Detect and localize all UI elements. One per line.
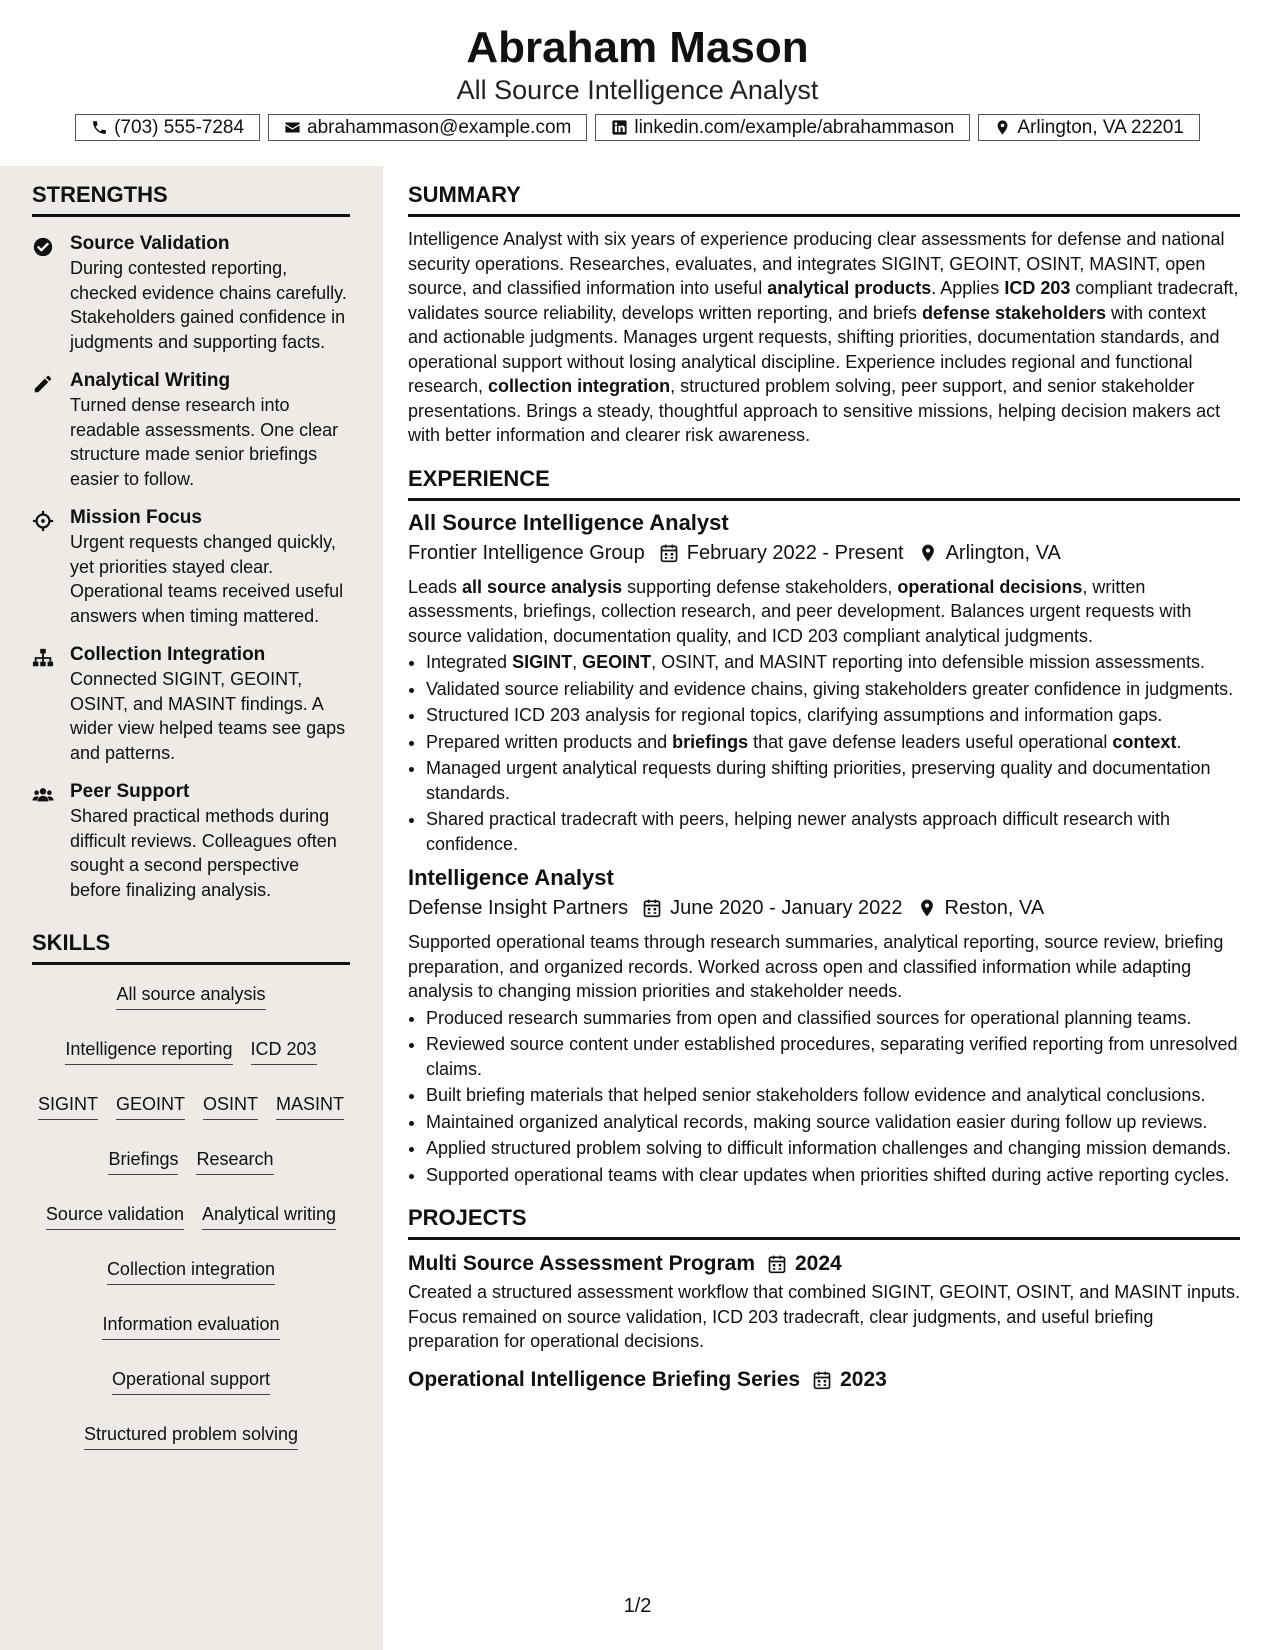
list-item: • Shared practical tradecraft with peers, helping newer analysts approach difficult research with confidence.	[426, 807, 1240, 856]
contact-location-text: Arlington, VA 22201	[1017, 117, 1184, 138]
strength-title: Source Validation	[70, 233, 230, 254]
list-item: • Built briefing materials that helped senior stakeholders follow evidence and analytical conclusions.	[426, 1083, 1240, 1108]
contact-linkedin-text: linkedin.com/example/abrahammason	[634, 117, 955, 138]
contact-bar	[0, 114, 1275, 141]
contact-linkedin[interactable]	[595, 114, 970, 141]
skill-tag: Research	[196, 1146, 273, 1175]
skill-tag: Structured problem solving	[84, 1421, 298, 1450]
job-bullets	[408, 1006, 1240, 1188]
map-pin-icon	[918, 543, 938, 563]
job-description: Supported operational teams through research summaries, analytical reporting, source review, briefing preparation, and organized records. Worked across open and classified information while adapting analysis to changing mission priorities and stakeholder needs.	[408, 932, 1224, 1001]
candidate-name: Abraham Mason	[466, 23, 809, 72]
strength-item	[32, 505, 350, 628]
strength-title: Analytical Writing	[70, 370, 231, 391]
skill-tag: Analytical writing	[202, 1201, 336, 1230]
strength-desc: Shared practical methods during difficult reviews. Colleagues often sought a second perspective before finalizing analysis.	[70, 806, 337, 900]
contact-phone-text: (703) 555-7284	[114, 117, 245, 138]
strength-title: Peer Support	[70, 781, 190, 802]
job-meta	[408, 539, 1240, 567]
skill-tag: MASINT	[276, 1091, 344, 1120]
strength-desc: Urgent requests changed quickly, yet priorities stayed clear. Operational teams received useful answers when timing mattered.	[70, 532, 344, 626]
calendar-icon	[642, 898, 662, 918]
list-item: • Prepared written products and briefings that gave defense leaders useful operational context.	[426, 730, 1240, 755]
job-bullets	[408, 650, 1240, 856]
job-title: All Source Intelligence Analyst	[408, 509, 729, 535]
project-year: 2023	[840, 1367, 887, 1391]
check-circle-icon	[32, 236, 54, 258]
strengths-heading: STRENGTHS	[32, 182, 350, 217]
strength-desc: Connected SIGINT, GEOINT, OSINT, and MASINT findings. A wider view helped teams see gaps and patterns.	[70, 669, 346, 763]
envelope-icon	[284, 119, 301, 136]
summary-heading: SUMMARY	[408, 182, 1240, 217]
candidate-title: All Source Intelligence Analyst	[456, 75, 819, 105]
map-pin-icon	[917, 898, 937, 918]
list-item: • Integrated SIGINT, GEOINT, OSINT, and MASINT reporting into defensible mission assessments.	[426, 650, 1240, 675]
job-title: Intelligence Analyst	[408, 865, 614, 890]
skill-tag: Briefings	[108, 1146, 178, 1175]
job-meta	[408, 894, 1240, 922]
job-entry	[408, 509, 1240, 857]
skills-heading: SKILLS	[32, 930, 350, 965]
list-item: • Applied structured problem solving to difficult information challenges and changing mission demands.	[426, 1136, 1240, 1161]
page-number: 1/2	[623, 1595, 652, 1617]
strength-item	[32, 642, 350, 765]
skill-tag: Source validation	[46, 1201, 184, 1230]
job-company: Frontier Intelligence Group	[408, 541, 645, 564]
calendar-icon	[659, 543, 679, 563]
job-location: Arlington, VA	[945, 541, 1061, 564]
phone-icon	[91, 119, 108, 136]
skills-list	[32, 981, 350, 1450]
contact-email-text: abrahammason@example.com	[307, 117, 572, 138]
skill-tag: OSINT	[203, 1091, 258, 1120]
list-item: • Produced research summaries from open and classified sources for operational planning teams.	[426, 1006, 1240, 1031]
skill-tag: Operational support	[112, 1366, 270, 1395]
strength-item	[32, 779, 350, 902]
resume-header	[0, 0, 1275, 166]
project-title-row	[408, 1366, 1240, 1394]
calendar-icon	[812, 1370, 832, 1390]
map-pin-icon	[994, 119, 1011, 136]
job-dates: June 2020 - January 2022	[670, 897, 903, 919]
linkedin-icon	[611, 119, 628, 136]
project-title: Operational Intelligence Briefing Series	[408, 1367, 801, 1391]
list-item: • Maintained organized analytical records, making source validation easier during follow up reviews.	[426, 1110, 1240, 1135]
skill-tag: SIGINT	[38, 1091, 98, 1120]
skill-tag: GEOINT	[116, 1091, 185, 1120]
experience-heading: EXPERIENCE	[408, 466, 1240, 501]
project-description: Created a structured assessment workflow that combined SIGINT, GEOINT, OSINT, and MASINT inputs. Focus remained on source validation, ICD 203 tradecraft, clear judgments, and useful briefing preparation for operational decisions.	[408, 1282, 1240, 1351]
contact-location	[978, 114, 1200, 141]
project-entry	[408, 1250, 1240, 1354]
summary-text: Intelligence Analyst with six years of experience producing clear assessments for defense and national security operations. Researches, evaluates, and integrates SIGINT, GEOINT, OSINT, MASINT, open source, and classified information into useful analytical products. Applies ICD 203 compliant tradecraft, validates source reliability, develops written reporting, and briefs defense stakeholders with context and actionable judgments. Manages urgent requests, shifting priorities, documentation standards, and operational support without losing analytical discipline. Experience includes regional and functional research, collection integration, structured problem solving, peer support, and senior stakeholder presentations. Brings a steady, thoughtful approach to sensitive missions, helping decision makers act with better information and clearer risk awareness.	[408, 229, 1239, 445]
job-dates: February 2022 - Present	[686, 541, 904, 564]
skill-tag: Intelligence reporting	[65, 1036, 232, 1065]
sitemap-icon	[32, 647, 54, 669]
job-description: Leads all source analysis supporting defense stakeholders, operational decisions, written assessments, briefings, collection research, and peer development. Balances urgent requests with source validation, documentation quality, and ICD 203 compliant analytical judgments.	[408, 576, 1192, 646]
strength-desc: During contested reporting, checked evidence chains carefully. Stakeholders gained confidence in judgments and supporting facts.	[70, 258, 347, 352]
project-entry	[408, 1366, 1240, 1394]
job-entry	[408, 864, 1240, 1187]
projects-heading: PROJECTS	[408, 1205, 1240, 1240]
list-item: • Managed urgent analytical requests during shifting priorities, preserving quality and documentation standards.	[426, 756, 1240, 805]
list-item: • Validated source reliability and evidence chains, giving stakeholders greater confidence in judgments.	[426, 677, 1240, 702]
job-location: Reston, VA	[944, 897, 1045, 919]
strength-item	[32, 231, 350, 354]
list-item: • Supported operational teams with clear updates when priorities shifted during active reporting cycles.	[426, 1163, 1240, 1188]
contact-phone[interactable]	[75, 114, 260, 141]
project-year: 2024	[795, 1252, 842, 1275]
pencil-icon	[32, 373, 54, 395]
calendar-icon	[767, 1254, 787, 1274]
skill-tag: ICD 203	[251, 1036, 317, 1065]
strength-title: Collection Integration	[70, 644, 266, 665]
skill-tag: All source analysis	[116, 981, 265, 1010]
job-company: Defense Insight Partners	[408, 897, 629, 919]
project-title: Multi Source Assessment Program	[408, 1252, 755, 1275]
contact-email[interactable]	[268, 114, 587, 141]
crosshairs-icon	[32, 510, 54, 532]
skill-tag: Collection integration	[107, 1256, 275, 1285]
skill-tag: Information evaluation	[102, 1311, 279, 1340]
users-icon	[32, 784, 54, 806]
sidebar	[0, 166, 383, 1650]
main-column	[383, 166, 1275, 1650]
strength-desc: Turned dense research into readable assessments. One clear structure made senior briefings easier to follow.	[70, 395, 339, 489]
list-item: • Structured ICD 203 analysis for regional topics, clarifying assumptions and information gaps.	[426, 703, 1240, 728]
strength-item	[32, 368, 350, 491]
list-item: • Reviewed source content under established procedures, separating verified reporting from unresolved claims.	[426, 1032, 1240, 1081]
strength-title: Mission Focus	[70, 507, 202, 528]
project-title-row	[408, 1250, 1240, 1278]
